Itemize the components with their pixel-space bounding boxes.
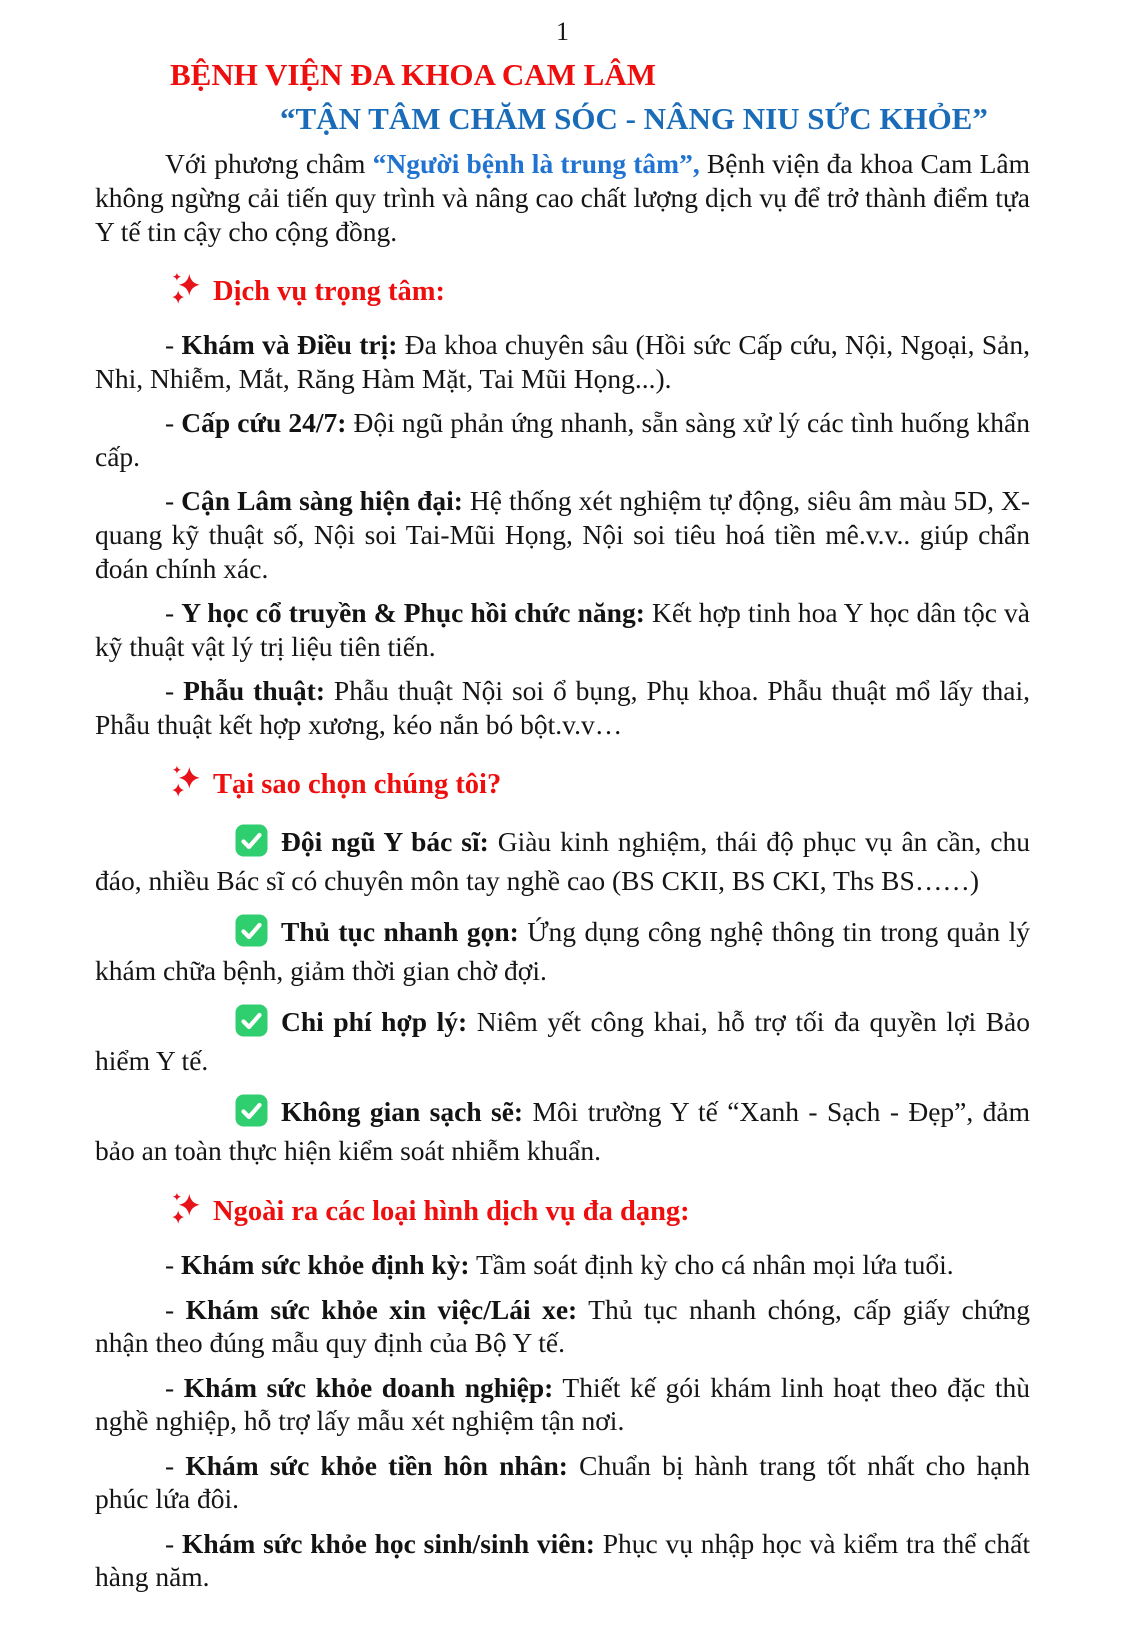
item-lead: Phẫu thuật: bbox=[183, 675, 325, 707]
service-item bbox=[95, 406, 1030, 473]
item-dash: - bbox=[165, 1449, 186, 1481]
intro-paragraph bbox=[95, 147, 1030, 248]
item-dash: - bbox=[165, 1527, 182, 1559]
item-lead: Khám sức khỏe học sinh/sinh viên: bbox=[181, 1527, 595, 1559]
item-text: Thủ tục nhanh chóng, cấp giấy chứng nhận theo đúng mẫu quy định của Bộ Y tế. bbox=[95, 1293, 1030, 1359]
item-dash: - bbox=[165, 1371, 184, 1403]
item-text: Giàu kinh nghiệm, thái độ phục vụ ân cần, chu đáo, nhiều Bác sĩ có chuyên môn tay nghề cao (BS CKII, BS CKI, Ths BS……) bbox=[95, 825, 1030, 897]
health-check-item bbox=[95, 1449, 1030, 1516]
item-dash: - bbox=[165, 407, 182, 439]
health-check-item bbox=[95, 1527, 1030, 1594]
intro-text-before: Với phương châm bbox=[165, 148, 373, 180]
section-heading-text: Tại sao chọn chúng tôi? bbox=[213, 769, 502, 801]
service-item bbox=[95, 674, 1030, 741]
benefit-item bbox=[95, 824, 1030, 898]
item-lead: Khám sức khỏe xin việc/Lái xe: bbox=[185, 1293, 578, 1325]
section-heading-other-services bbox=[170, 1192, 1030, 1234]
item-dash: - bbox=[165, 485, 182, 517]
service-item bbox=[95, 484, 1030, 585]
health-check-item bbox=[95, 1248, 1030, 1282]
service-item bbox=[95, 328, 1030, 395]
item-text: Niêm yết công khai, hỗ trợ tối đa quyền lợi Bảo hiểm Y tế. bbox=[95, 1005, 1030, 1077]
item-lead: Cận Lâm sàng hiện đại: bbox=[181, 485, 463, 517]
item-text: Tầm soát định kỳ cho cá nhân mọi lứa tuổi. bbox=[469, 1249, 954, 1281]
item-lead: Khám sức khỏe tiền hôn nhân: bbox=[185, 1449, 568, 1481]
item-lead: Chi phí hợp lý: bbox=[281, 1005, 468, 1037]
health-check-item bbox=[95, 1293, 1030, 1360]
item-lead: Khám sức khỏe định kỳ: bbox=[181, 1249, 470, 1281]
benefit-item bbox=[95, 914, 1030, 988]
item-lead: Khám và Điều trị: bbox=[181, 329, 398, 361]
section-heading-text: Dịch vụ trọng tâm: bbox=[213, 276, 445, 308]
item-text: Chuẩn bị hành trang tốt nhất cho hạnh phúc lứa đôi. bbox=[95, 1449, 1030, 1515]
page-number: 1 bbox=[556, 17, 569, 46]
item-dash: - bbox=[165, 675, 184, 707]
item-dash: - bbox=[165, 329, 182, 361]
intro-text-after: Bệnh viện đa khoa Cam Lâm không ngừng cải tiến quy trình và nâng cao chất lượng dịch vụ để trở thành điểm tựa Y tế tin cậy cho cộng đồng. bbox=[95, 148, 1030, 247]
sparkles-icon bbox=[170, 765, 201, 807]
sparkles-icon bbox=[170, 1192, 201, 1234]
section-heading-why-choose-us bbox=[170, 765, 1030, 807]
item-text: Đa khoa chuyên sâu (Hồi sức Cấp cứu, Nội, Ngoại, Sản, Nhi, Nhiễm, Mắt, Răng Hàm Mặt, Tai Mũi Họng...). bbox=[95, 329, 1030, 394]
benefit-item bbox=[95, 1094, 1030, 1168]
green-checkbox-icon bbox=[165, 914, 268, 955]
item-lead: Khám sức khỏe doanh nghiệp: bbox=[183, 1371, 554, 1403]
benefit-item bbox=[95, 1004, 1030, 1078]
item-text: Hệ thống xét nghiệm tự động, siêu âm màu 5D, X-quang kỹ thuật số, Nội soi Tai-Mũi Họng, Nội soi tiêu hoá tiền mê.v.v.. giúp chẩn đoán chính xác. bbox=[95, 485, 1030, 584]
item-lead: Không gian sạch sẽ: bbox=[281, 1095, 524, 1127]
item-text: Đội ngũ phản ứng nhanh, sẵn sàng xử lý các tình huống khẩn cấp. bbox=[95, 407, 1030, 472]
item-text: Phẫu thuật Nội soi ổ bụng, Phụ khoa. Phẫu thuật mổ lấy thai, Phẫu thuật kết hợp xương, kéo nắn bó bột.v.v… bbox=[95, 675, 1030, 740]
item-lead: Y học cổ truyền & Phục hồi chức năng: bbox=[181, 597, 645, 629]
section-heading-text: Ngoài ra các loại hình dịch vụ đa dạng: bbox=[213, 1195, 690, 1227]
green-checkbox-icon bbox=[165, 1094, 268, 1135]
item-text: Kết hợp tinh hoa Y học dân tộc và kỹ thuật vật lý trị liệu tiên tiến. bbox=[95, 597, 1030, 662]
item-text: Ứng dụng công nghệ thông tin trong quản lý khám chữa bệnh, giảm thời gian chờ đợi. bbox=[95, 915, 1030, 987]
hospital-slogan: “TẬN TÂM CHĂM SÓC - NÂNG NIU SỨC KHỎE” bbox=[280, 100, 988, 136]
item-dash: - bbox=[165, 597, 182, 629]
green-checkbox-icon bbox=[165, 1004, 268, 1045]
item-lead: Đội ngũ Y bác sĩ: bbox=[281, 825, 489, 857]
health-check-item bbox=[95, 1371, 1030, 1438]
service-item bbox=[95, 596, 1030, 663]
intro-highlight: “Người bệnh là trung tâm”, bbox=[372, 148, 700, 180]
item-lead: Thủ tục nhanh gọn: bbox=[281, 915, 519, 947]
item-dash: - bbox=[165, 1249, 182, 1281]
item-lead: Cấp cứu 24/7: bbox=[181, 407, 347, 439]
section-heading-core-services bbox=[170, 272, 1030, 314]
item-dash: - bbox=[165, 1293, 186, 1325]
sparkles-icon bbox=[170, 272, 201, 314]
item-text: Phục vụ nhập học và kiểm tra thể chất hàng năm. bbox=[95, 1527, 1030, 1593]
item-text: Thiết kế gói khám linh hoạt theo đặc thù nghề nghiệp, hỗ trợ lấy mẫu xét nghiệm tận nơi. bbox=[95, 1371, 1030, 1437]
green-checkbox-icon bbox=[165, 824, 268, 865]
item-text: Môi trường Y tế “Xanh - Sạch - Đẹp”, đảm bảo an toàn thực hiện kiểm soát nhiễm khuẩn. bbox=[95, 1095, 1030, 1167]
hospital-title: BỆNH VIỆN ĐA KHOA CAM LÂM bbox=[170, 57, 656, 93]
